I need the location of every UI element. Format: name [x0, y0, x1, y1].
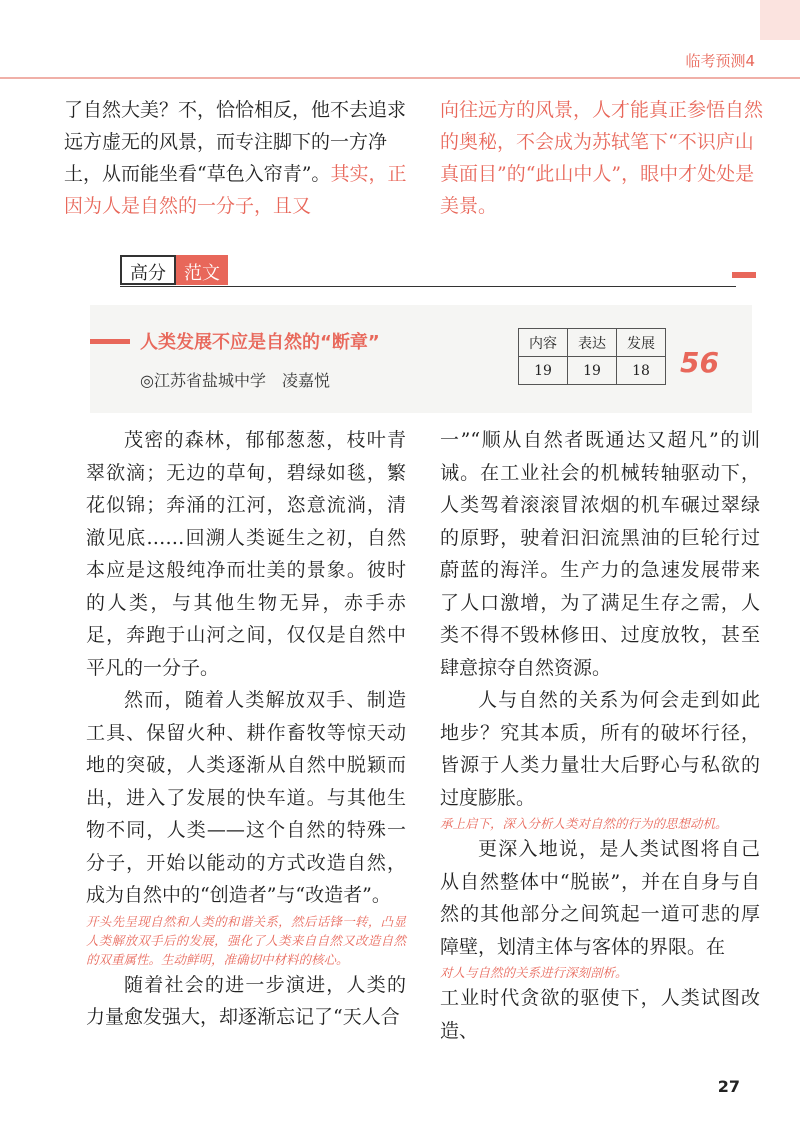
top-left-text: 了自然大美？不，恰恰相反，他不去追求远方虚无的风景，而专注脚下的一方净土，从而能坐看“草色入帘青”。 — [64, 99, 407, 185]
score-header-expression: 表达 — [568, 329, 617, 357]
paragraph-4: 人与自然的关系为何会走到如此地步？究其本质，所有的破坏行径，皆源于人类力量壮大后野心与私欲的过度膨胀。 — [440, 689, 760, 809]
essay-title: 人类发展不应是自然的“断章” — [140, 332, 380, 353]
page-number: 27 — [717, 1077, 740, 1096]
body-left-column — [86, 424, 406, 1034]
annotation-note-2: 承上启下，深入分析人类对自然的行为的思想动机。 — [440, 816, 728, 831]
score-header-content: 内容 — [519, 329, 568, 357]
score-table — [518, 328, 666, 385]
score-header-development: 发展 — [617, 329, 666, 357]
section-title — [120, 255, 228, 285]
paragraph-3: 随着社会的进一步演进，人类的力量愈发强大，却逐渐忘记了“天人合 — [86, 973, 406, 1028]
paragraph-5 — [440, 833, 760, 963]
top-left-column — [64, 94, 409, 222]
section-title-main: 高分 — [120, 255, 176, 285]
paragraph-2: 然而，随着人类解放双手、制造工具、保留火种、耕作畜牧等惊天动地的突破，人类逐渐从自然中脱颖而出，进入了发展的快车道。与其他生物不同，人类——这个自然的特殊一分子，开始以能动的方式改造自然，成为自然中的“创造者”与“改造者”。 — [86, 689, 406, 906]
score-value-development: 18 — [617, 357, 666, 385]
section-divider — [120, 286, 736, 287]
score-value-expression: 19 — [568, 357, 617, 385]
score-value-content: 19 — [519, 357, 568, 385]
essay-title-bar — [90, 339, 130, 344]
paragraph-5-text: 更深入地说，是人类试图将自己从自然整体中“脱嵌”，并在自身与自然的其他部分之间筑起一道可悲的厚障壁，划清主体与客体的界限。 — [440, 838, 760, 958]
top-right-column: 向往远方的风景，人才能真正参悟自然的奥秘，不会成为苏轼笔下“不识庐山真面目”的“此山中人”，眼中才处处是美景。 — [440, 99, 764, 217]
paragraph-6: 工业时代贪欲的驱使下，人类试图改造、 — [440, 987, 760, 1042]
top-left-red-text: 其实，正因为人是自然的一分子，且又 — [64, 163, 407, 217]
section-divider-accent — [732, 272, 756, 278]
section-title-accent: 范文 — [176, 255, 228, 285]
header-corner-decoration — [760, 0, 800, 40]
essay-author: ◎江苏省盐城中学 凌嘉悦 — [140, 371, 330, 390]
header-rule — [0, 77, 800, 79]
paragraph-3-continued: 一”“顺从自然者既通达又超凡”的训诫。在工业社会的机械转轴驱动下，人类驾着滚滚冒浓烟的机车碾过翠绿的原野，驶着汩汩流黑油的巨轮行过蔚蓝的海洋。生产力的急速发展带来了人口激增，为了满足生存之需，人类不得不毁林修田、过度放牧，甚至肆意掠夺自然资源。 — [440, 429, 760, 679]
paragraph-1: 茂密的森林，郁郁葱葱，枝叶青翠欲滴；无边的草甸，碧绿如毯，繁花似锦；奔涌的江河，恣意流淌，清澈见底……回溯人类诞生之初，自然本应是这般纯净而壮美的景象。彼时的人类，与其他生物无异，赤手赤足，奔跑于山河之间，仅仅是自然中平凡的一分子。 — [86, 429, 406, 679]
paragraph-5-tail: 在 — [706, 935, 726, 958]
score-total: 56 — [680, 346, 719, 379]
annotation-note-3: 对人与自然的关系进行深刻剖析。 — [440, 965, 628, 980]
header-label: 临考预测4 — [685, 52, 755, 70]
body-right-column — [440, 424, 760, 1047]
annotation-note-1: 开头先呈现自然和人类的和谐关系，然后话锋一转，凸显人类解放双手后的发展，强化了人类来自自然又改造自然的双重属性。生动鲜明，准确切中材料的核心。 — [86, 913, 406, 967]
